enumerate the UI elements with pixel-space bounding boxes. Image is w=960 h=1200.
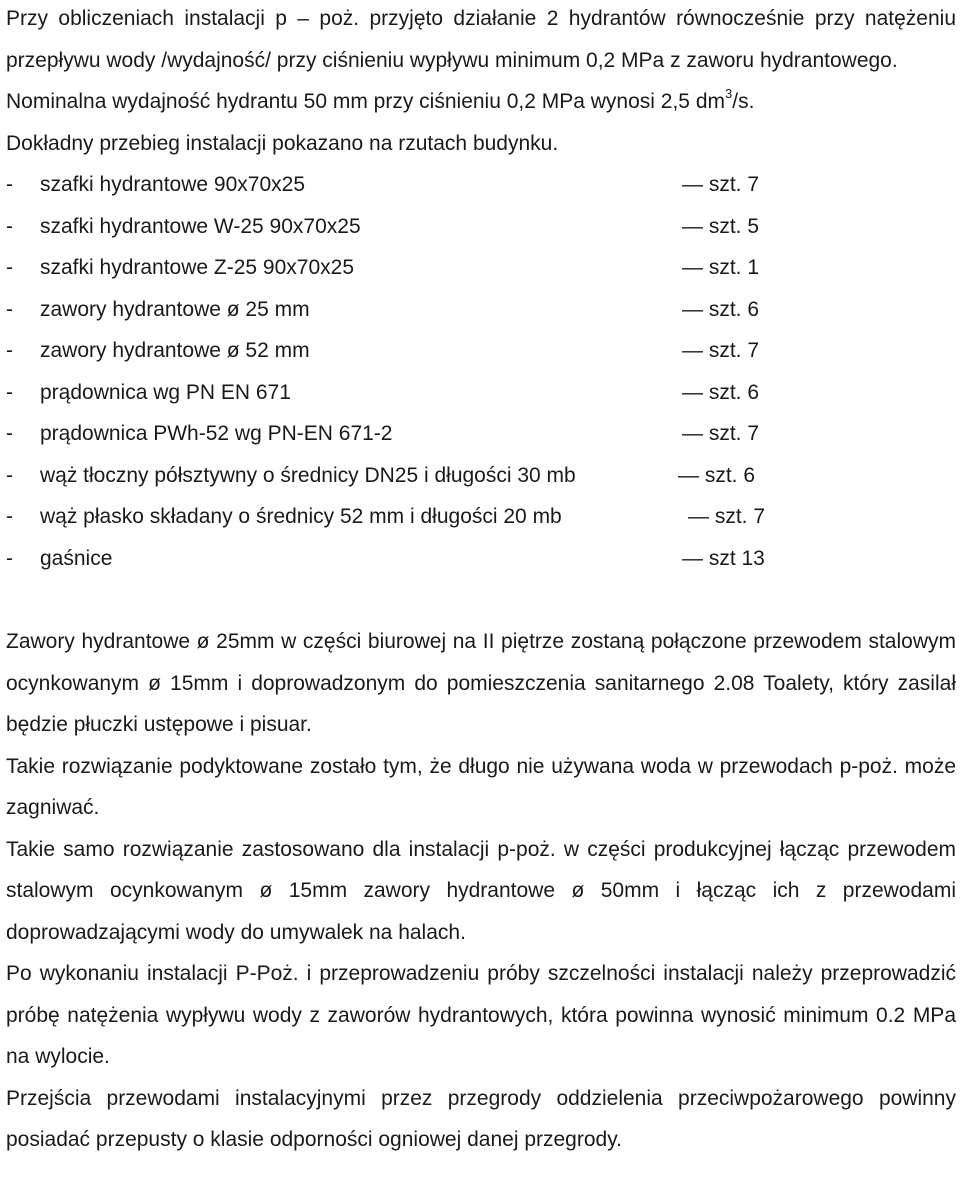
- nominal-capacity-line: [6, 81, 956, 123]
- equipment-list: [6, 164, 956, 579]
- item-name: zawory hydrantowe ø 52 mm: [40, 339, 310, 362]
- production-area-paragraph: Takie samo rozwiązanie zastosowano dla instalacji p-poż. w części produkcyjnej łącząc przewodem stalowym ocynkowanym ø 15mm zawory hydrantowe ø 50mm i łącząc ich z przewodami doprowadzającymi wody do umywalek na halach.: [6, 837, 956, 944]
- item-quantity: — szt. 1: [682, 256, 760, 279]
- item-name: gaśnice: [40, 546, 113, 570]
- list-item: [6, 289, 956, 331]
- item-quantity: — szt. 7: [682, 173, 760, 196]
- list-bullet: -: [6, 380, 13, 404]
- item-quantity: — szt. 7: [688, 505, 766, 528]
- item-quantity: — szt. 6: [682, 297, 760, 321]
- list-item: [6, 330, 956, 372]
- hydrant-valves-paragraph: Zawory hydrantowe ø 25mm w części biurowej na II piętrze zostaną połączone przewodem stalowym ocynkowanym ø 15mm i doprowadzonym do pomieszczenia sanitarnego 2.08 Toalety, który zasilał będzie płuczki ustępowe i pisuar.: [6, 630, 956, 736]
- list-bullet: -: [6, 256, 13, 279]
- list-item: [6, 455, 956, 497]
- nominal-capacity-text: Nominalna wydajność hydrantu 50 mm przy ciśnieniu 0,2 MPa wynosi 2,5 dm: [6, 90, 725, 113]
- list-bullet: -: [6, 505, 13, 528]
- pressure-test-paragraph: Po wykonaniu instalacji P-Poż. i przeprowadzeniu próby szczelności instalacji należy przeprowadzić próbę natężenia wypływu wody z zaworów hydrantowych, która powinna wynosić minimum 0.2 MPa na wylocie.: [6, 962, 956, 1068]
- item-name: prądownica PWh-52 wg PN-EN 671-2: [40, 422, 393, 445]
- item-quantity: — szt. 7: [682, 422, 760, 445]
- list-bullet: -: [6, 214, 13, 238]
- item-name: szafki hydrantowe W-25 90x70x25: [40, 214, 361, 238]
- item-name: prądownica wg PN EN 671: [40, 380, 291, 404]
- item-quantity: — szt. 5: [682, 214, 760, 238]
- installation-route-note: Dokładny przebieg instalacji pokazano na rzutach budynku.: [6, 131, 559, 155]
- item-name: szafki hydrantowe 90x70x25: [40, 173, 305, 196]
- item-name: wąż płasko składany o średnicy 52 mm i długości 20 mb: [40, 505, 562, 528]
- item-name: szafki hydrantowe Z-25 90x70x25: [40, 256, 355, 279]
- list-bullet: -: [6, 339, 13, 362]
- item-quantity: — szt 13: [682, 546, 765, 570]
- item-name: zawory hydrantowe ø 25 mm: [40, 297, 310, 321]
- list-item: [6, 164, 956, 206]
- item-quantity: — szt. 7: [682, 339, 760, 362]
- document-page: [6, 0, 956, 1161]
- cubic-superscript: 3: [725, 86, 733, 101]
- item-quantity: — szt. 6: [682, 380, 760, 404]
- list-item: [6, 496, 956, 538]
- list-bullet: -: [6, 422, 13, 445]
- list-item: [6, 372, 956, 414]
- fire-barrier-paragraph: Przejścia przewodami instalacyjnymi przez przegrody oddzielenia przeciwpożarowego powinny posiadać przepusty o klasie odporności ogniowej danej przegrody.: [6, 1086, 956, 1151]
- list-item: [6, 413, 956, 455]
- item-name: wąż tłoczny półsztywny o średnicy DN25 i długości 30 mb: [40, 463, 576, 487]
- stagnation-paragraph: Takie rozwiązanie podyktowane zostało tym, że długo nie używana woda w przewodach p-poż. może zagniwać.: [6, 754, 956, 819]
- list-item: [6, 247, 956, 289]
- list-bullet: -: [6, 297, 13, 321]
- list-item: [6, 538, 956, 580]
- list-bullet: -: [6, 173, 13, 196]
- list-item: [6, 206, 956, 248]
- unit-suffix: /s.: [732, 90, 755, 113]
- list-bullet: -: [6, 546, 13, 570]
- item-quantity: — szt. 6: [678, 463, 756, 487]
- intro-paragraph: Przy obliczeniach instalacji p – poż. przyjęto działanie 2 hydrantów równocześnie przy natężeniu przepływu wody /wydajność/ przy ciśnieniu wypływu minimum 0,2 MPa z zaworu hydrantowego.: [6, 7, 956, 72]
- list-bullet: -: [6, 463, 13, 487]
